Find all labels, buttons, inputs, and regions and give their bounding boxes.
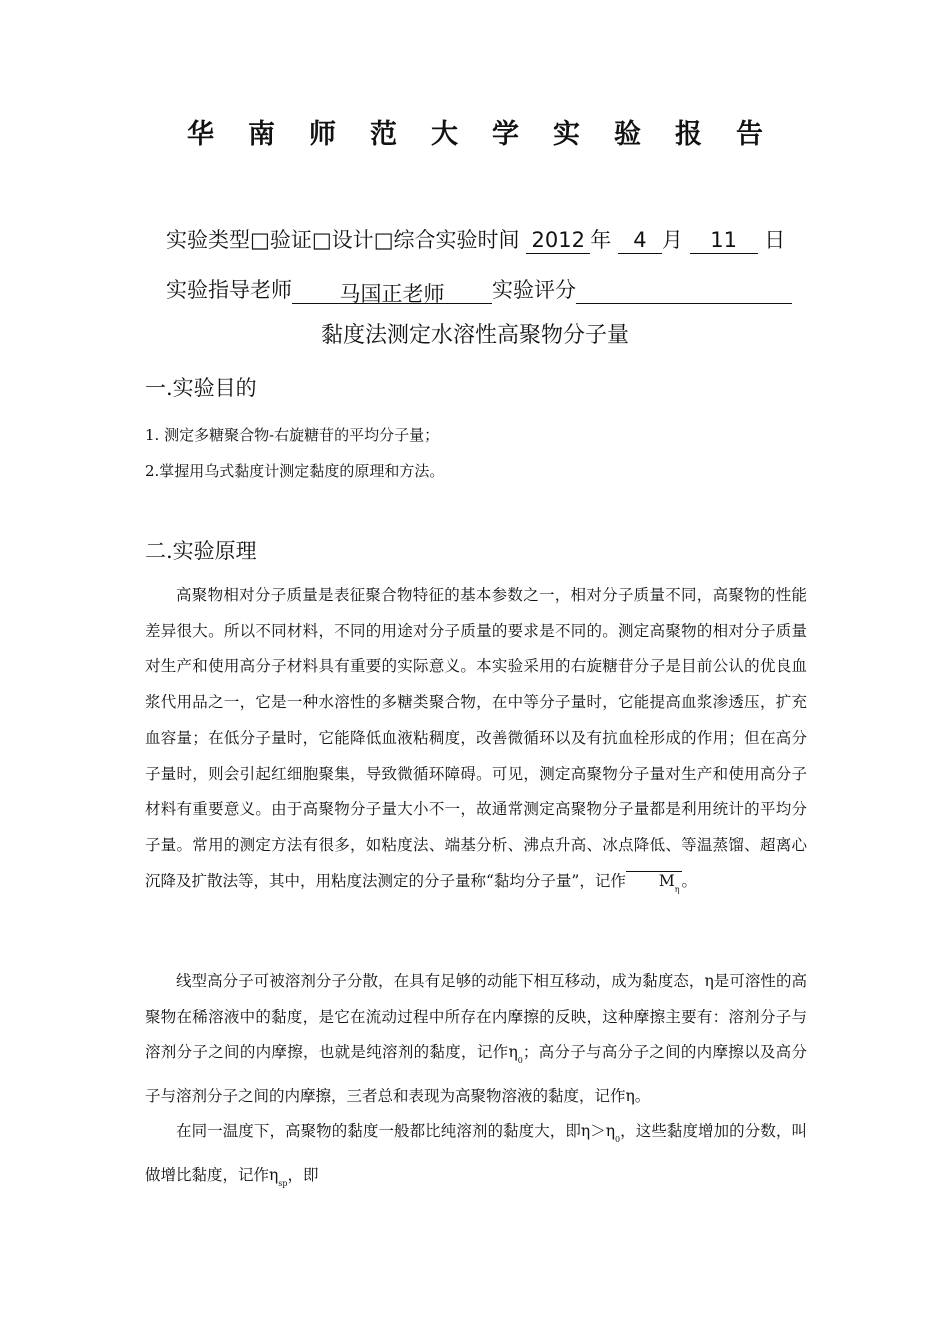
document-title: 黏度法测定水溶性高聚物分子量 [320, 323, 629, 348]
section-heading-objective: 一.实验目的 [145, 376, 257, 400]
principle-paragraph-3 [145, 1114, 807, 1201]
option-verify[interactable]: □验证 [250, 228, 312, 252]
paragraph-1-text: 高聚物相对分子质量是表征聚合物特征的基本参数之一，相对分子质量不同，高聚物的性能差异很大。所以不同材料，不同的用途对分子质量的要求是不同的。测定高聚物的相对分子质量对生产和使用高分子材料具有重要的实际意义。本实验采用的右旋糖苷分子是目前公认的优良血浆代用品之一，它是一种水溶性的多糖类聚合物，在中等分子量时，它能提高血浆渗透压，扩充血容量；在低分子量时，它能降低血液粘稠度，改善微循环以及有抗血栓形成的作用；但在高分子量时，则会引起红细胞聚集，导致微循环障碍。可见，测定高聚物分子量对生产和使用高分子材料有重要意义。由于高聚物分子量大小不一，故通常测定高聚物分子量都是利用统计的平均分子量。常用的测定方法有很多，如粘度法、端基分析、沸点升高、冰点降低、等温蒸馏、超离心沉降及扩散法等，其中，用粘度法测定的分子量称“黏均分子量”，记作 [145, 586, 807, 890]
score-label: 实验评分 [492, 278, 576, 302]
symbol-m: M [658, 871, 675, 890]
objective-item-1: 1. 测定多糖聚合物-右旋糖苷的平均分子量； [145, 426, 440, 444]
objective-item-2: 2.掌握用乌式黏度计测定黏度的原理和方法。 [145, 462, 445, 480]
year-value: 2012 [526, 228, 590, 254]
paragraph-1-end: 。 [681, 871, 698, 890]
day-unit: 日 [764, 228, 786, 252]
mean-molecular-weight-symbol [626, 871, 682, 899]
paragraph-2-text-b: ；高分子与高分子之间的内摩擦以及高分子与溶剂分子之间的内摩擦，三者总和表现为高聚物溶液的黏度，记作η。 [145, 1043, 807, 1106]
paragraph-2-text-a: 线型高分子可被溶剂分子分散，在具有足够的动能下相互移动，成为黏度态，η是可溶性的高聚物在稀溶液中的黏度，是它在流动过程中所存在内摩擦的反映，这种摩擦主要有：溶剂分子与溶剂分子之间的内摩擦，也就是纯溶剂的黏度，记作η [145, 972, 807, 1062]
experiment-info-row [166, 224, 785, 254]
teacher-row [166, 274, 792, 304]
score-value [576, 278, 792, 304]
report-title: 华南师范大学实验报告 [187, 119, 797, 150]
teacher-label: 实验指导老师 [166, 278, 292, 302]
paragraph-3-text-c: ，即 [287, 1165, 319, 1184]
eta-0-subscript-2: 0 [615, 1135, 621, 1144]
principle-paragraph-2 [145, 964, 807, 1115]
type-label: 实验类型 [166, 228, 250, 252]
option-design[interactable]: □设计 [311, 228, 374, 252]
day-value: 11 [690, 228, 758, 254]
eta-0-subscript: 0 [517, 1056, 523, 1066]
section-heading-principle: 二.实验原理 [145, 539, 257, 563]
principle-paragraph-1 [145, 578, 807, 899]
paragraph-3-text-a: 在同一温度下，高聚物的黏度一般都比纯溶剂的黏度大，即η＞η [176, 1122, 615, 1140]
teacher-name: 马国正老师 [292, 278, 492, 304]
year-unit: 年 [590, 228, 612, 252]
time-label: 实验时间 [435, 228, 520, 252]
eta-sp-subscript: sp [278, 1178, 288, 1188]
symbol-eta-subscript: η [674, 884, 680, 894]
month-value: 4 [618, 228, 662, 254]
option-comprehensive[interactable]: □综合 [373, 228, 436, 252]
month-unit: 月 [661, 228, 683, 252]
paragraph-3-text-b: ，这些黏度增加的分数，叫做增比黏度，记作η [145, 1122, 807, 1184]
